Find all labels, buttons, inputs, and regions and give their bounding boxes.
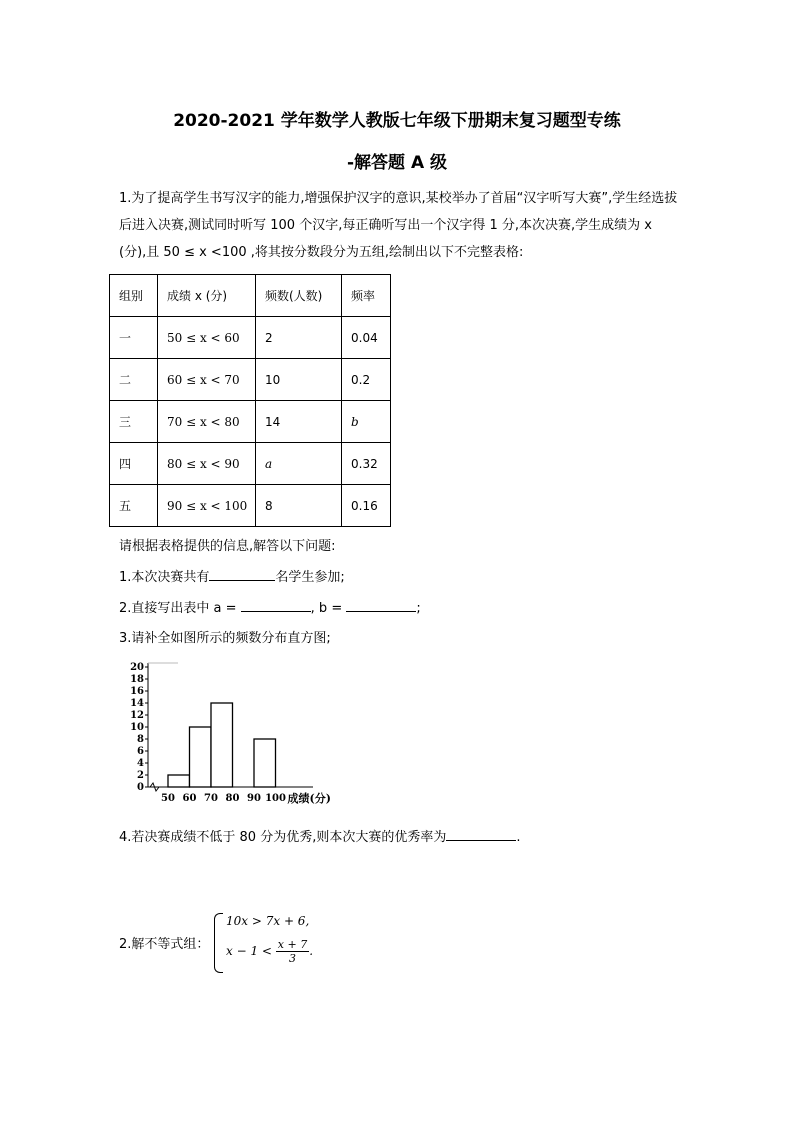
table-cell: 60 ≤ x < 70: [158, 359, 256, 401]
table-cell: 14: [256, 401, 342, 443]
table-row: [110, 359, 391, 401]
inequality-2: [226, 938, 313, 965]
table-cell: 90 ≤ x < 100: [158, 485, 256, 527]
sub-question-4: [119, 826, 520, 845]
sub-question-2-text-b: , b =: [310, 601, 343, 616]
sub-question-4-text-b: .: [516, 830, 521, 845]
y-tick-label: 12: [130, 710, 144, 721]
table-row: [110, 317, 391, 359]
y-tick-label: 6: [137, 746, 144, 757]
table-cell: 70 ≤ x < 80: [158, 401, 256, 443]
y-tick-label: 20: [130, 662, 144, 673]
x-axis-label: 成绩(分): [287, 792, 331, 805]
table-cell: 0.32: [342, 443, 391, 485]
table-row: [110, 485, 391, 527]
sub-question-2-text-c: ;: [416, 601, 421, 616]
sub-question-1: [119, 566, 345, 585]
y-tick-label: 16: [130, 686, 144, 697]
table-cell: 五: [110, 485, 158, 527]
inequality-1: 10x > 7x + 6,: [226, 914, 310, 928]
sub-question-1-text-b: 名学生参加;: [275, 570, 345, 585]
table-row: [110, 443, 391, 485]
document-subtitle: -解答题 A 级: [346, 153, 448, 173]
table-cell: 一: [110, 317, 158, 359]
sub-question-3: 3.请补全如图所示的频数分布直方图;: [119, 631, 331, 646]
inequality-2-end: .: [309, 944, 314, 958]
fraction-numerator: x + 7: [277, 938, 308, 951]
x-tick-label: 70: [204, 793, 218, 804]
x-tick-label: 90: [247, 793, 261, 804]
inequality-2-lhs: x − 1 <: [226, 944, 272, 958]
inequality-2-fraction: [276, 938, 309, 965]
table-cell: 50 ≤ x < 60: [158, 317, 256, 359]
sub-question-2: [119, 597, 421, 616]
question-1-intro: 1.为了提高学生书写汉字的能力,增强保护汉字的意识,某校举办了首届“汉字听写大赛”,学生经选拔后进入决赛,测试同时听写 100 个汉字,每正确听写出一个汉字得 1 分,本次决赛,学生成绩为 x (分),且 50 ≤ x <100 ,将其按分数段分为五组,绘制出以下不完整表格:: [119, 191, 678, 260]
table-cell: 0.16: [342, 485, 391, 527]
y-tick-label: 2: [137, 770, 144, 781]
sub-question-4-text-a: 4.若决赛成绩不低于 80 分为优秀,则本次大赛的优秀率为: [119, 830, 447, 845]
table-cell: 四: [110, 443, 158, 485]
y-tick-label: 0: [137, 782, 144, 793]
question-2-label: 2.解不等式组：: [119, 937, 210, 952]
table-cell: 8: [256, 485, 342, 527]
table-cell: 2: [256, 317, 342, 359]
table-cell: 80 ≤ x < 90: [158, 443, 256, 485]
table-cell: 三: [110, 401, 158, 443]
table-cell: 10: [256, 359, 342, 401]
question-prompt: 请根据表格提供的信息,解答以下问题:: [119, 539, 336, 554]
frequency-table: [109, 274, 391, 527]
table-header: 成绩 x (分): [158, 275, 256, 317]
table-header: 频数(人数): [256, 275, 342, 317]
x-tick-label: 80: [225, 793, 240, 804]
x-tick-label: 50: [161, 793, 175, 804]
sub-question-1-text-a: 1.本次决赛共有: [119, 570, 210, 585]
table-cell: 0.2: [342, 359, 391, 401]
histogram-bar: [168, 775, 190, 787]
y-tick-label: 8: [137, 734, 144, 745]
x-tick-label: 100: [265, 793, 286, 804]
table-cell: 二: [110, 359, 158, 401]
histogram-bar: [211, 703, 233, 787]
sub-question-2-text-a: 2.直接写出表中 a =: [119, 601, 237, 616]
answer-blank: [446, 828, 516, 841]
table-row: [110, 401, 391, 443]
table-cell: a: [256, 443, 342, 485]
answer-blank: [346, 599, 416, 612]
fraction-denominator: 3: [289, 952, 296, 965]
answer-blank: [241, 599, 311, 612]
y-tick-label: 14: [130, 698, 144, 709]
x-tick-label: 60: [182, 793, 197, 804]
y-tick-label: 18: [130, 674, 144, 685]
answer-blank: [209, 568, 275, 581]
table-cell: b: [342, 401, 391, 443]
table-header-row: [110, 275, 391, 317]
table-header: 频率: [342, 275, 391, 317]
y-tick-label: 4: [137, 758, 144, 769]
system-brace: [214, 913, 223, 973]
histogram-bar: [190, 727, 212, 787]
y-tick-label: 10: [130, 722, 144, 733]
document-title: 2020-2021 学年数学人教版七年级下册期末复习题型专练: [173, 111, 621, 131]
table-header: 组别: [110, 275, 158, 317]
frequency-histogram: [118, 656, 348, 808]
histogram-bar: [254, 739, 276, 787]
table-cell: 0.04: [342, 317, 391, 359]
